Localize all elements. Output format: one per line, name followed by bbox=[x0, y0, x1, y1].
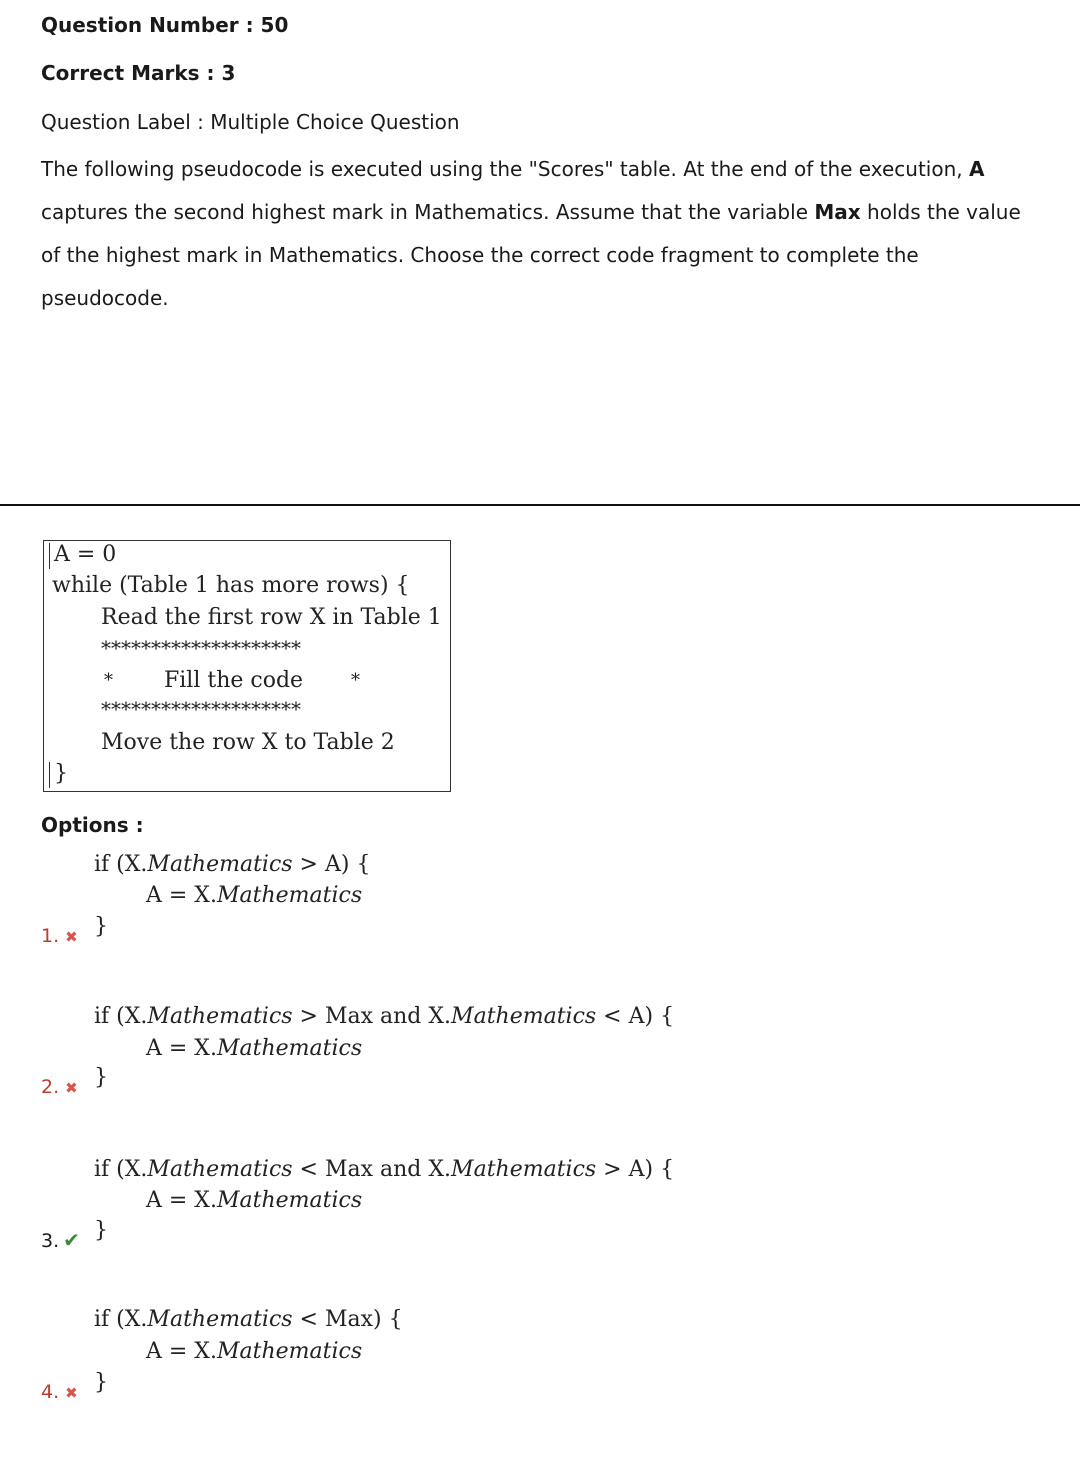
line-marker bbox=[49, 762, 50, 788]
section-divider bbox=[0, 504, 1080, 506]
option-4-if-line: if (X.Mathematics < Max) { bbox=[94, 1307, 403, 1332]
option-3-if-line: if (X.Mathematics < Max and X.Mathematics > A) { bbox=[94, 1157, 675, 1182]
option-3-assign-line: A = X.Mathematics bbox=[146, 1188, 363, 1213]
code-line-while: while (Table 1 has more rows) { bbox=[52, 573, 410, 598]
option-2[interactable] bbox=[41, 1076, 78, 1098]
options-title: Options : bbox=[41, 813, 144, 837]
fill-star-left: * bbox=[104, 670, 113, 691]
option-3-close-brace: } bbox=[94, 1218, 108, 1243]
code-line-close: } bbox=[54, 761, 68, 786]
option-number: 2. bbox=[41, 1076, 60, 1098]
line-marker bbox=[49, 543, 50, 569]
fill-the-code: Fill the code bbox=[164, 668, 304, 693]
fill-star-right: * bbox=[351, 670, 360, 691]
option-4[interactable] bbox=[41, 1381, 78, 1403]
option-4-assign-line: A = X.Mathematics bbox=[146, 1339, 363, 1364]
correct-marks: Correct Marks : 3 bbox=[41, 61, 236, 85]
code-line-read: Read the first row X in Table 1 bbox=[101, 605, 442, 630]
option-4-close-brace: } bbox=[94, 1370, 108, 1395]
cross-icon: ✖ bbox=[65, 928, 78, 946]
stars-bottom: ******************** bbox=[101, 697, 301, 721]
code-line-move: Move the row X to Table 2 bbox=[101, 730, 395, 755]
option-number: 1. bbox=[41, 925, 60, 947]
option-2-assign-line: A = X.Mathematics bbox=[146, 1036, 363, 1061]
option-number: 4. bbox=[41, 1381, 60, 1403]
option-1-assign-line: A = X.Mathematics bbox=[146, 883, 363, 908]
cross-icon: ✖ bbox=[65, 1079, 78, 1097]
option-number: 3. bbox=[41, 1230, 60, 1252]
check-icon: ✔ bbox=[63, 1228, 80, 1252]
cross-icon: ✖ bbox=[65, 1384, 78, 1402]
question-text: The following pseudocode is executed using the "Scores" table. At the end of the execution, A captures the second highest mark in Mathematics. Assume that the variable Max holds the value of the highest mark in Mathematics. Choose the correct code fragment to complete the pseudocode. bbox=[41, 157, 1021, 310]
pseudocode-box bbox=[43, 540, 451, 792]
option-1-close-brace: } bbox=[94, 914, 108, 939]
code-line-init: A = 0 bbox=[54, 542, 117, 567]
option-3[interactable] bbox=[41, 1228, 80, 1252]
question-number: Question Number : 50 bbox=[41, 13, 289, 37]
question-label: Question Label : Multiple Choice Question bbox=[41, 110, 460, 134]
option-1-if-line: if (X.Mathematics > A) { bbox=[94, 852, 371, 877]
option-2-close-brace: } bbox=[94, 1065, 108, 1090]
option-2-if-line: if (X.Mathematics > Max and X.Mathematics < A) { bbox=[94, 1004, 675, 1029]
stars-top: ******************** bbox=[101, 636, 301, 660]
option-1[interactable] bbox=[41, 925, 78, 947]
